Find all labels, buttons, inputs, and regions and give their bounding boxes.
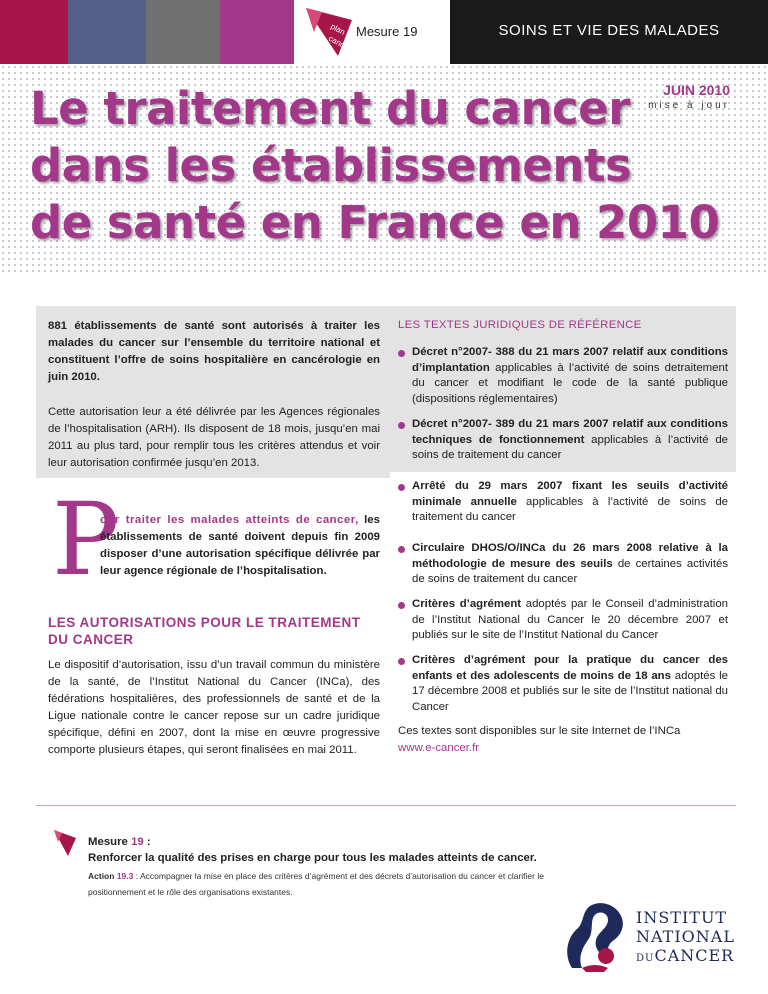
page-title — [30, 80, 730, 251]
ref-rest: applicables à l’activité de soins de traitement du cancer — [412, 433, 728, 461]
list-item — [398, 597, 728, 644]
autorisations-heading: LES AUTORISATIONS POUR LE TRAITEMENT DU CANCER — [48, 615, 361, 647]
band-magenta — [220, 0, 294, 64]
inca-line-1: INSTITUT — [636, 908, 728, 927]
action-text: : Accompagner la mise en place des critères d’agrément et des décrets d’autorisation du cancer et clarifier le positionnement et le rôle des organisations existantes. — [88, 871, 544, 897]
list-item — [398, 345, 728, 407]
section-title: SOINS ET VIE DES MALADES — [498, 22, 720, 39]
inca-line-3: CANCER — [654, 946, 735, 965]
title-line-3: de santé en France en 2010 — [30, 196, 720, 249]
ref-bold: Circulaire DHOS/O/INCa du 26 mars 2008 relative à la méthodologie de mesure des seuils — [412, 542, 728, 570]
update-note: mise à jour — [648, 100, 730, 111]
publication-date: JUIN 2010 — [663, 82, 730, 98]
ref-rest: de certaines activités de soins de traitement du cancer — [412, 557, 729, 585]
title-line-2: dans les établissements — [30, 139, 632, 192]
ref-bold: Critères d’agrément pour la pratique du cancer des enfants et des adolescents de moins de 18 ans — [412, 654, 728, 682]
inca-logo-mark — [560, 898, 630, 974]
ref-bold: Critères d’agrément — [412, 598, 522, 610]
intro-accent: our traiter les malades atteints de cancer, — [100, 514, 359, 526]
list-item — [398, 479, 728, 526]
svg-text:plan: plan — [329, 21, 347, 37]
autorisations-body: Le dispositif d’autorisation, issu d’un travail commun du ministère de la santé, de l’Institut National du Cancer (INCa), des fédérations hospitalières, des professionnels de santé et de la Ligue nationale contre le cancer repose sur un cadre juridique spécifique, défini en 2007, dont la mise en œuvre progressive comporte plusieurs étapes, qui seront finalisées en mai 2011. — [48, 659, 380, 756]
ref-rest: applicables à l’activité de soins detraitement du cancer et modifiant le code de la santé publique (dispositions réglementaires) — [412, 361, 728, 405]
mesure-colon: : — [143, 836, 151, 848]
inca-line-2: NATIONAL — [636, 927, 735, 946]
intro-paragraph — [100, 512, 380, 580]
ref-bold: Arrêté du 29 mars 2007 fixant les seuils d’activité minimale annuelle — [412, 480, 728, 508]
intro-rest: les établissements de santé doivent depuis fin 2009 disposer d’une autorisation spécifique délivrée par leur agence régionale de l’hospitalisation. — [100, 514, 380, 577]
references-heading: LES TEXTES JURIDIQUES DE RÉFÉRENCE — [398, 319, 642, 331]
e-cancer-link[interactable]: www.e-cancer.fr — [398, 742, 480, 754]
mesure-number: 19 — [131, 836, 144, 848]
band-slate — [68, 0, 146, 64]
band-gray — [146, 0, 220, 64]
action-word: Action — [88, 871, 115, 881]
footer-mesure-subtitle: Renforcer la qualité des prises en charge pour tous les malades atteints de cancer. — [88, 852, 537, 864]
ref-rest: adoptés le 17 décembre 2008 et publiés sur le site de l’Institut national du Cancer — [412, 669, 728, 713]
lead-regular-paragraph: Cette autorisation leur a été délivrée par les Agences régionales de l’hospitalisation (ARH). Ils disposent de 18 mois, jusqu’en mai 2011 au plus tard, pour remplir tous les critères attendus et voir leur autorisation confirmée jusqu’en 2013. — [48, 406, 380, 469]
ref-bold: Décret n°2007- 389 du 21 mars 2007 relatif aux conditions techniques de fonctionnement — [412, 418, 728, 446]
list-item — [398, 653, 728, 715]
list-item — [398, 417, 728, 464]
title-line-1: Le traitement du cancer — [30, 82, 630, 135]
plan-cancer-small-logo — [52, 828, 78, 858]
ref-rest: adoptés par le Conseil d’administration de l’Institut National du Cancer le 20 décembre 2007 et publiés sur le site de l’Institut National du Cancer — [412, 598, 728, 641]
lead-bold-paragraph: 881 établissements de santé sont autorisés à traiter les malades du cancer sur l’ensemble du territoire national et constituent l’offre de soins hospitalière en cancérologie en juin 2010. — [48, 320, 380, 383]
svg-text:cancer: cancer — [327, 33, 353, 54]
footer-action — [88, 868, 548, 900]
availability-text: Ces textes sont disponibles sur le site Internet de l’INCa — [398, 725, 681, 737]
inca-du: DU — [636, 953, 655, 964]
list-item — [398, 541, 728, 588]
footer-divider — [36, 805, 736, 806]
plan-cancer-logo — [300, 2, 356, 58]
ref-bold: Décret n°2007- 388 du 21 mars 2007 relatif aux conditions d’implantation — [412, 346, 728, 374]
band-crimson — [0, 0, 68, 64]
footer-mesure-title — [88, 836, 151, 848]
inca-wordmark — [636, 908, 735, 968]
action-number: 19.3 — [116, 871, 134, 881]
mesure-label: Mesure 19 — [356, 24, 418, 39]
mesure-word: Mesure — [88, 836, 128, 848]
ref-rest: applicables à l’activité de soins de traitement du cancer — [412, 495, 728, 523]
drop-cap: P — [52, 481, 120, 598]
availability-note — [398, 723, 728, 757]
